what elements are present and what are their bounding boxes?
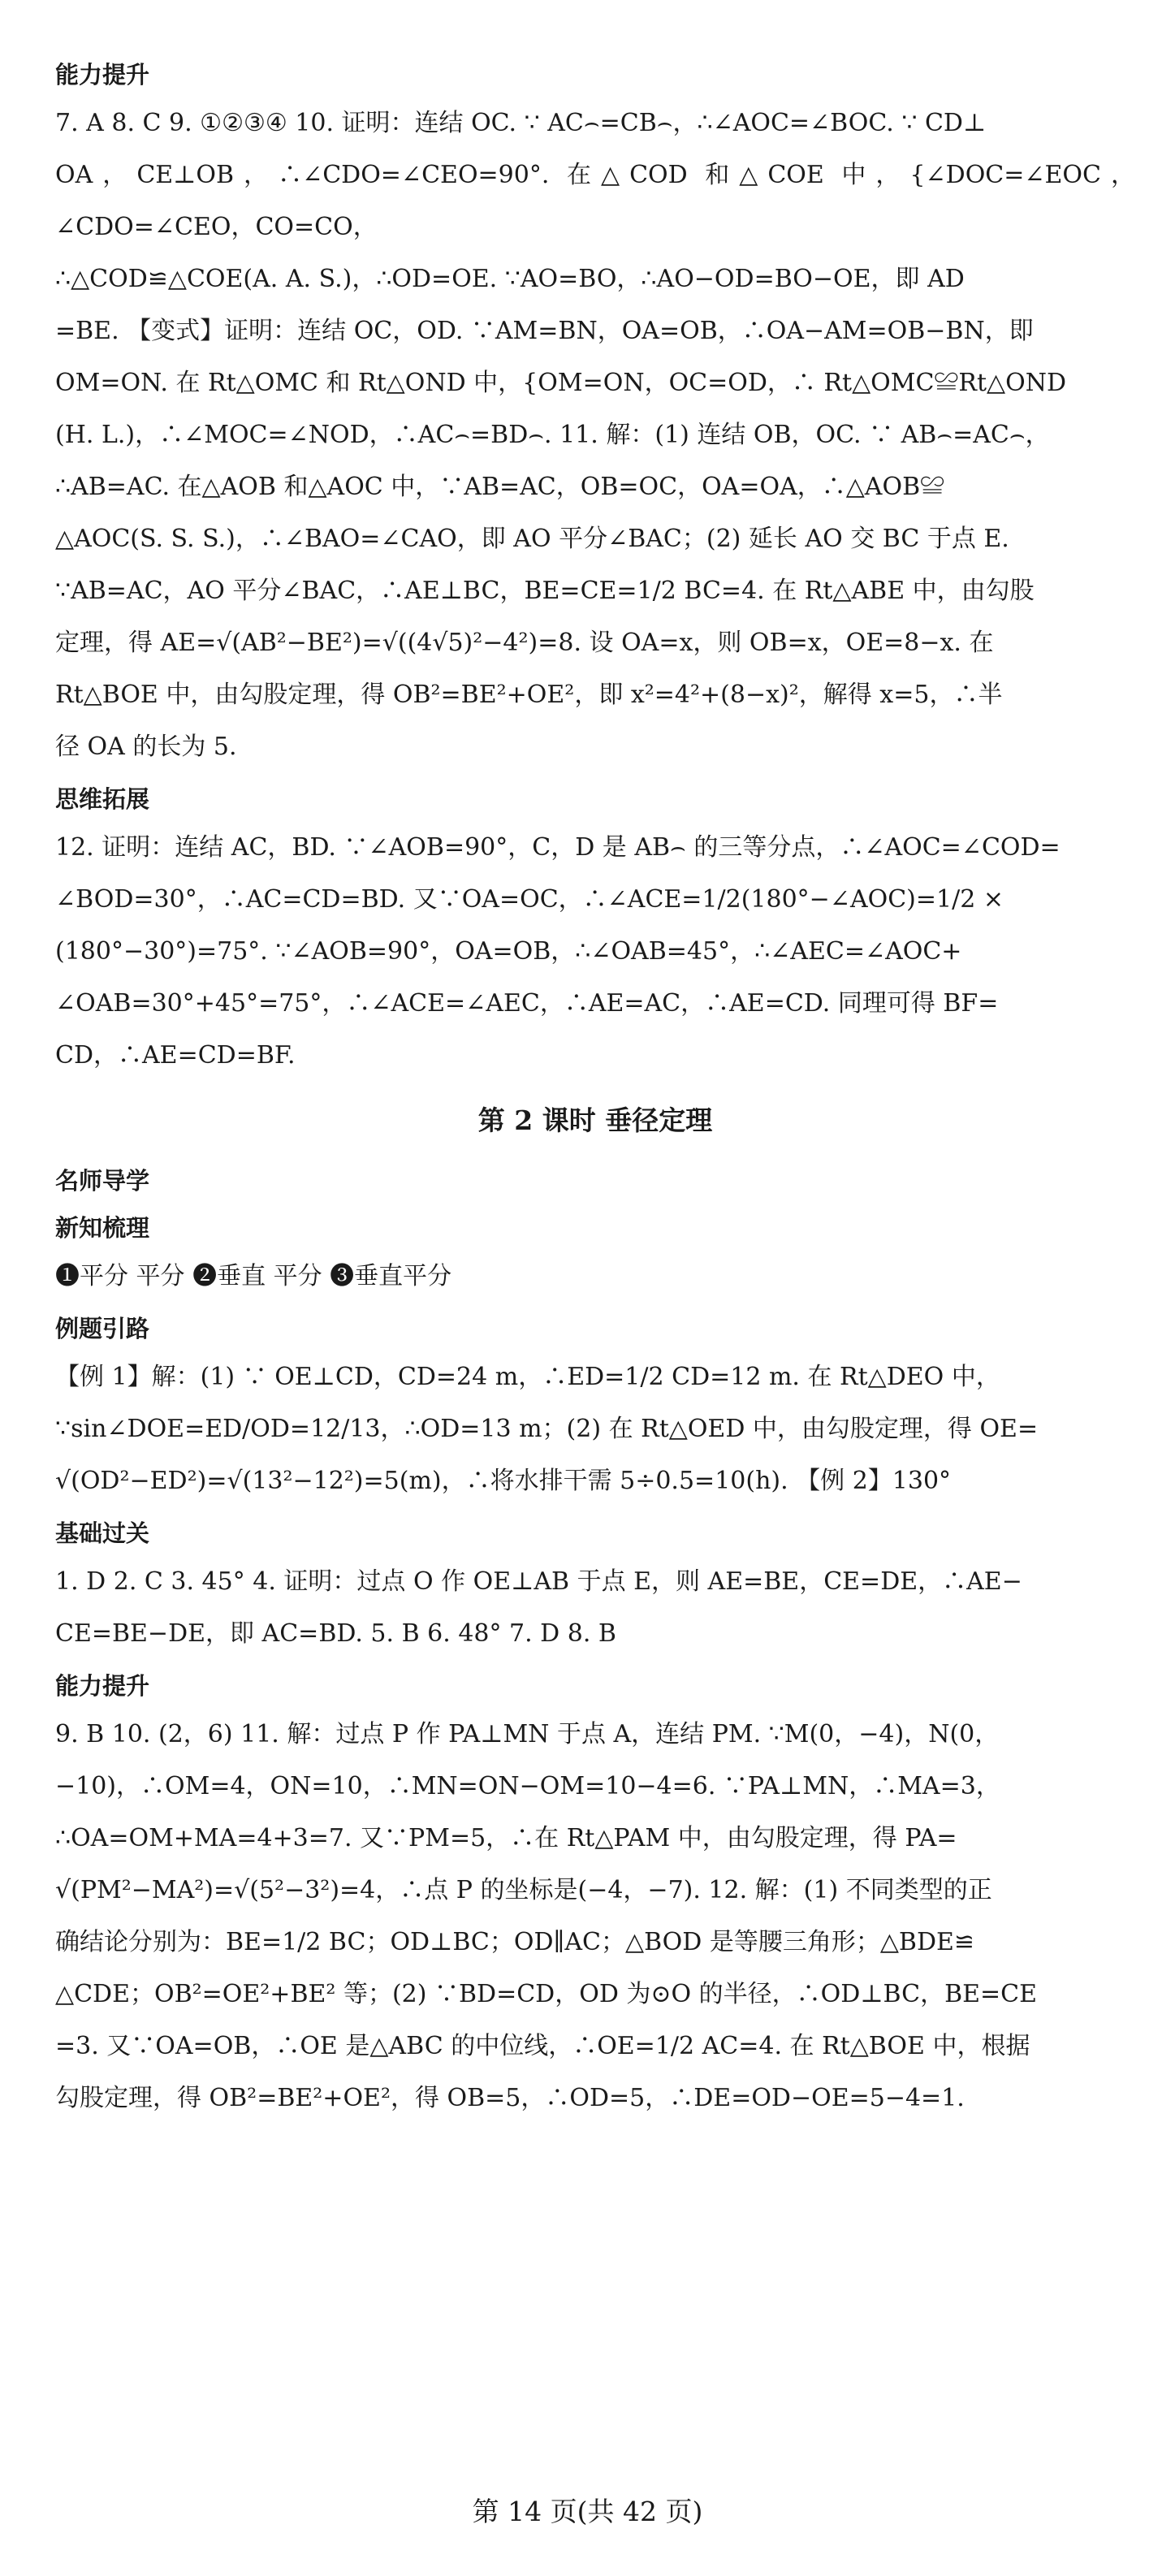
text-line: 12. 证明：连结 AC，BD. ∵∠AOB=90°，C，D 是 AB⌢ 的三等分点，∴∠AOC=∠COD= [55,833,1061,862]
answer-paragraph [55,1351,1135,1507]
text-line: √(PM²−MA²)=√(5²−3²)=4，∴点 P 的坐标是(−4，−7). 12. 解：(1) 不同类型的正 [55,1876,992,1904]
text-line: ❶平分 平分 ❷垂直 平分 ❸垂直平分 [55,1262,452,1290]
text-line: =BE. 【变式】证明：连结 OC，OD. ∵AM=BN，OA=OB，∴OA−AM=OB−BN，即 [55,317,1034,345]
text-line: 9. B 10. (2，6) 11. 解：过点 P 作 PA⊥MN 于点 A，连结 PM. ∵M(0，−4)，N(0， [55,1720,1000,1748]
text-line: 径 OA 的长为 5. [55,733,237,761]
text-line: (180°−30°)=75°. ∵∠AOB=90°，OA=OB，∴∠OAB=45°，∴∠AEC=∠AOC+ [55,937,962,966]
answer-page [55,49,1135,2124]
text-line: Rt△BOE 中，由勾股定理，得 OB²=BE²+OE²，即 x²=4²+(8−x)²，解得 x=5，∴半 [55,681,1003,709]
answer-paragraph [55,97,1135,773]
text-line: 定理，得 AE=√(AB²−BE²)=√((4√5)²−4²)=8. 设 OA=x，则 OB=x，OE=8−x. 在 [55,629,994,657]
text-line: 1. D 2. C 3. 45° 4. 证明：过点 O 作 OE⊥AB 于点 E，则 AE=BE，CE=DE，∴AE− [55,1567,1022,1596]
answer-paragraph [55,822,1135,1082]
text-line: OA，CE⊥OB，∴∠CDO=∠CEO=90°. 在△COD 和△COE 中，{∠DOC=∠EOC，∠CDO=∠CEO，CO=CO， [55,161,1135,241]
answer-paragraph [55,1709,1135,2124]
answer-paragraph [55,1556,1135,1660]
section-heading: 能力提升 [55,61,150,89]
text-line: 【例 1】解：(1) ∵ OE⊥CD，CD=24 m，∴ED=1/2 CD=12 m. 在 Rt△DEO 中， [55,1363,1000,1391]
text-line: 勾股定理，得 OB²=BE²+OE²，得 OB=5，∴OD=5，∴DE=OD−OE=5−4=1. [55,2084,965,2112]
text-line: √(OD²−ED²)=√(13²−12²)=5(m)，∴将水排干需 5÷0.5=10(h). 【例 2】130° [55,1467,952,1495]
section-heading: 思维拓展 [55,785,150,813]
text-line: △CDE；OB²=OE²+BE² 等；(2) ∵BD=CD，OD 为⊙O 的半径，∴OD⊥BC，BE=CE [55,1980,1038,2008]
lesson-title: 第 2 课时 垂径定理 [477,1104,713,1136]
text-line: CE=BE−DE，即 AC=BD. 5. B 6. 48° 7. D 8. B [55,1619,616,1648]
text-line: ∵AB=AC，AO 平分∠BAC，∴AE⊥BC，BE=CE=1/2 BC=4. 在 Rt△ABE 中，由勾股 [55,577,1035,605]
text-line: ∠OAB=30°+45°=75°，∴∠ACE=∠AEC，∴AE=AC，∴AE=CD. 同理可得 BF= [55,989,999,1018]
answer-paragraph [55,1251,1135,1303]
section-heading: 例题引路 [55,1315,150,1342]
text-line: ∴OA=OM+MA=4+3=7. 又∵PM=5，∴在 Rt△PAM 中，由勾股定理，得 PA= [55,1824,957,1852]
text-line: (H. L.)，∴∠MOC=∠NOD，∴AC⌢=BD⌢. 11. 解：(1) 连结 OB，OC. ∵ AB⌢=AC⌢， [55,421,1050,449]
text-line: ∵sin∠DOE=ED/OD=12/13，∴OD=13 m；(2) 在 Rt△OED 中，由勾股定理，得 OE= [55,1415,1039,1443]
text-line: CD，∴AE=CD=BF. [55,1041,296,1070]
section-heading: 能力提升 [55,1672,150,1700]
text-line: OM=ON. 在 Rt△OMC 和 Rt△OND 中，{OM=ON，OC=OD，∴ Rt△OMC≌Rt△OND [55,369,1067,397]
text-line: =3. 又∵OA=OB，∴OE 是△ABC 的中位线，∴OE=1/2 AC=4. 在 Rt△BOE 中，根据 [55,2032,1030,2060]
section-heading: 基础过关 [55,1519,150,1547]
text-line: 7. A 8. C 9. ①②③④ 10. 证明：连结 OC. ∵ AC⌢=CB⌢，∴∠AOC=∠BOC. ∵ CD⊥ [55,109,987,137]
section-heading: 新知梳理 [55,1214,150,1242]
page-footer: 第 14 页(共 42 页) [472,2496,703,2527]
text-line: ∠BOD=30°，∴AC=CD=BD. 又∵OA=OC，∴∠ACE=1/2(180°−∠AOC)=1/2 × [55,885,1004,914]
text-line: 确结论分别为：BE=1/2 BC；OD⊥BC；OD∥AC；△BOD 是等腰三角形；△BDE≌ [55,1928,975,1956]
section-heading: 名师导学 [55,1167,150,1195]
text-line: ∴AB=AC. 在△AOB 和△AOC 中，∵AB=AC，OB=OC，OA=OA，∴△AOB≌ [55,473,945,501]
text-line: ∴△COD≌△COE(A. A. S.)，∴OD=OE. ∵AO=BO，∴AO−OD=BO−OE，即 AD [55,265,965,293]
text-line: −10)，∴OM=4，ON=10，∴MN=ON−OM=10−4=6. ∵PA⊥MN，∴MA=3， [55,1772,1000,1800]
text-line: △AOC(S. S. S.)，∴∠BAO=∠CAO，即 AO 平分∠BAC；(2) 延长 AO 交 BC 于点 E. [55,525,1009,553]
